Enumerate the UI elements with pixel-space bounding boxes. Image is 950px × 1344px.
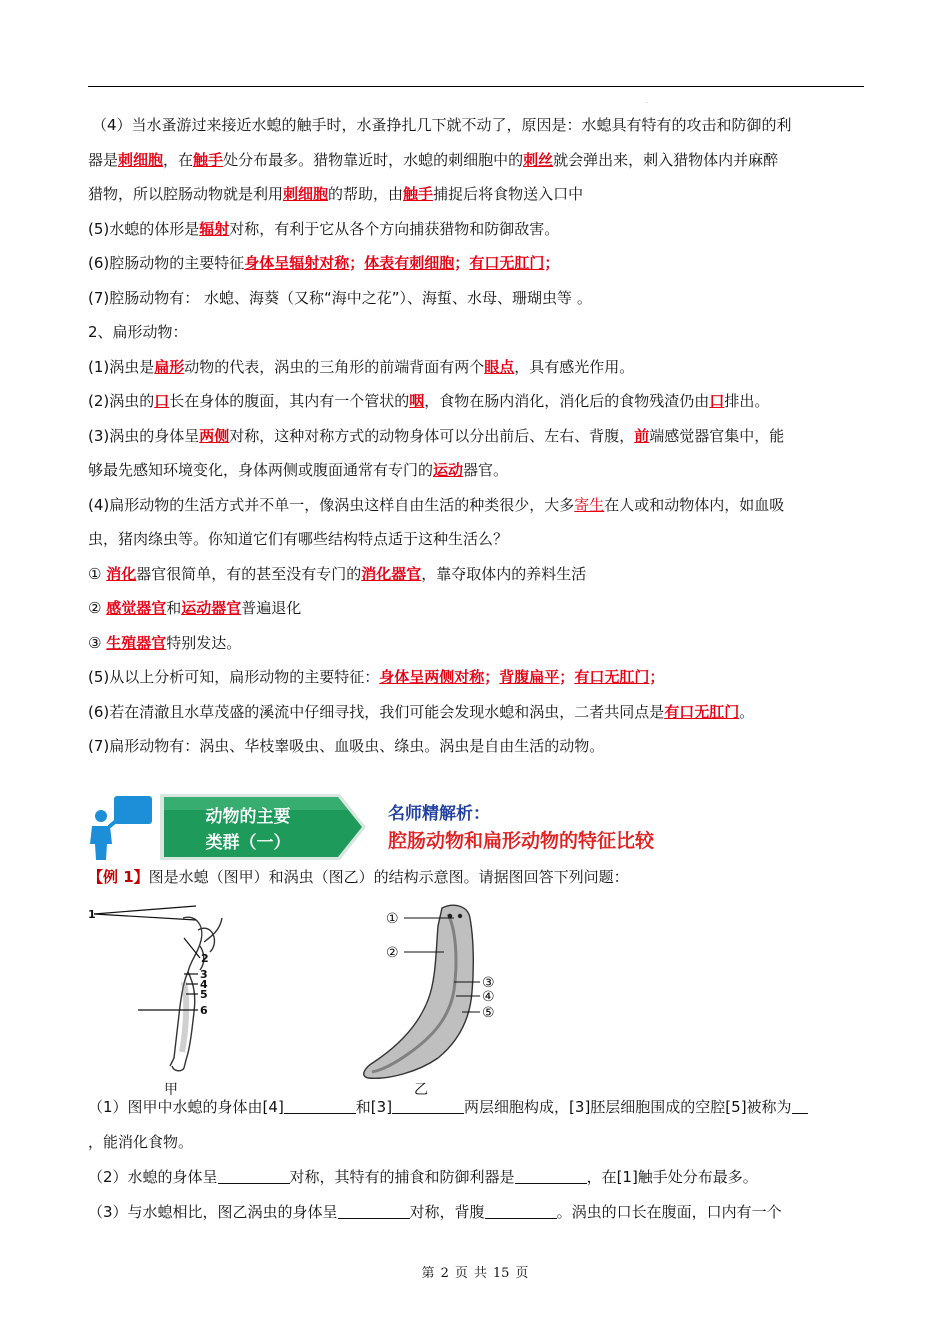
flatworm-3-line1: (3)涡虫的身体呈两侧对称，这种对称方式的动物身体可以分出前后、左右、背腹，前端感觉器官集中，能 (88, 426, 785, 445)
answer-text: 刺细胞 (283, 185, 329, 203)
header-dot: . (646, 98, 648, 105)
paragraph-4-line2: 器是刺细胞，在触手处分布最多。猎物靠近时，水螅的刺细胞中的刺丝就会弹出来，刺入猎物体内并麻醉 (88, 150, 779, 169)
answer-text: 运动器官 (181, 599, 242, 617)
answer-text: 有口无肛门 (664, 702, 740, 721)
planarian-label-4: ④ (482, 989, 495, 1005)
figure-a-caption: 甲 (164, 1082, 178, 1098)
answer-text: 身体呈辐射对称 (244, 254, 350, 272)
answer-text: 有口无肛门 (469, 254, 545, 272)
blank (392, 1097, 464, 1114)
planarian-label-2: ② (386, 945, 399, 961)
figures (88, 900, 608, 1100)
header-rule (88, 86, 864, 87)
page-footer: 第 2 页 共 15 页 (421, 1266, 529, 1281)
paragraph-7: (7)腔肠动物有： 水螅、海葵（又称“海中之花”）、海蜇、水母、珊瑚虫等 。 (88, 288, 592, 307)
circle-item-2: ② 感觉器官和运动器官普遍退化 (88, 599, 302, 617)
answer-text: 消化器官 (361, 564, 422, 583)
answer-text: 触手 (193, 150, 224, 169)
answer-text: 咽 (409, 392, 425, 410)
answer-text: 感觉器官 (106, 599, 167, 617)
blank (338, 1202, 410, 1219)
example-tag: 【例 1】 (88, 868, 149, 886)
section-heading: 2、扁形动物： (88, 323, 188, 341)
hydra-label-1: 1 (88, 908, 96, 921)
teacher-icon (90, 796, 152, 860)
question-2: （2）水螅的身体呈 对称，其特有的捕食和防御利器是 ，在[1]触手处分布最多。 (88, 1168, 758, 1186)
answer-text: 刺丝 (523, 150, 554, 169)
answer-text: 辐射 (199, 219, 230, 238)
hydra-label-5: 5 (200, 988, 208, 1001)
paragraph-4-line1: （4）当水蚤游过来接近水螅的触手时，水蚤挣扎几下就不动了，原因是：水螅具有特有的攻击和防御的利 (92, 116, 792, 134)
answer-text: 眼点 (484, 357, 515, 376)
hydra-label-3: 3 (200, 968, 208, 981)
blank (792, 1097, 808, 1114)
blank (485, 1202, 557, 1219)
answer-text: 口 (709, 392, 725, 410)
flatworm-4-line1: (4)扁形动物的生活方式并不单一，像涡虫这样自由生活的种类很少，大多寄生在人或和动物体内，如血吸 (88, 495, 785, 514)
hydra-label-2: 2 (201, 952, 209, 965)
example-line (88, 866, 629, 887)
banner-box-line2: 类群（一） (205, 833, 291, 853)
answer-text: 背腹扁平 (499, 668, 560, 686)
paragraph-4-line3: 猎物，所以腔肠动物就是利用刺细胞的帮助，由触手捕捉后将食物送入口中 (88, 185, 584, 203)
planarian-label-3: ③ (482, 975, 495, 991)
flatworm-4-line2: 虫，猪肉绦虫等。你知道它们有哪些结构特点适于这种生活么？ (88, 530, 509, 548)
document-body (88, 108, 864, 764)
hydra-label-6: 6 (200, 1004, 208, 1017)
answer-text: 刺细胞 (118, 150, 164, 169)
figure-b-caption: 乙 (414, 1082, 428, 1098)
answer-text: 前 (634, 426, 650, 445)
flatworm-6: (6)若在清澈且水草茂盛的溪流中仔细寻找，我们可能会发现水螅和涡虫，二者共同点是有口无肛门。 (88, 702, 755, 721)
questions (88, 1090, 864, 1230)
blank (515, 1167, 587, 1184)
answer-text: 触手 (403, 185, 434, 203)
planarian-label-1: ① (386, 911, 399, 927)
answer-text: 口 (154, 392, 170, 410)
question-1-line2: ，能消化食物。 (88, 1133, 194, 1151)
paragraph-5: (5)水螅的体形是辐射对称，有利于它从各个方向捕获猎物和防御敌害。 (88, 219, 560, 238)
answer-text: 扁形 (154, 357, 185, 376)
banner-box-line1: 动物的主要 (205, 807, 291, 827)
answer-text: 寄生 (574, 495, 605, 514)
flatworm-7: (7)扁形动物有：涡虫、华枝睾吸虫、血吸虫、绦虫。涡虫是自由生活的动物。 (88, 737, 605, 755)
answer-text: 生殖器官 (106, 633, 167, 652)
answer-text: 两侧 (199, 426, 230, 445)
answer-text: 消化 (106, 564, 137, 583)
blank (218, 1167, 290, 1184)
flatworm-2: (2)涡虫的口长在身体的腹面，其内有一个管状的咽，食物在肠内消化，消化后的食物残渣仍由口排出。 (88, 392, 770, 410)
planarian-label-5: ⑤ (482, 1005, 495, 1021)
circle-item-3: ③ 生殖器官特别发达。 (88, 633, 242, 652)
circle-item-1: ① 消化器官很简单，有的甚至没有专门的消化器官，靠夺取体内的养料生活 (88, 564, 587, 583)
hydra-label-4: 4 (200, 978, 208, 991)
flatworm-3-line2: 够最先感知环境变化，身体两侧或腹面通常有专门的运动器官。 (88, 461, 509, 479)
banner-title1: 名师精解析： (388, 804, 490, 824)
blank (284, 1097, 356, 1114)
banner-title2: 腔肠动物和扁形动物的特征比较 (388, 830, 655, 852)
answer-text: 身体呈两侧对称 (379, 668, 485, 686)
section-banner (88, 792, 864, 862)
planarian-diagram (364, 905, 474, 1078)
flatworm-5: (5)从以上分析可知，扁形动物的主要特征：身体呈两侧对称；背腹扁平；有口无肛门； (88, 668, 665, 686)
question-3: （3）与水螅相比，图乙涡虫的身体呈 对称，背腹 。涡虫的口长在腹面，口内有一个 (88, 1203, 782, 1221)
example-text: 图是水螅（图甲）和涡虫（图乙）的结构示意图。请据图回答下列问题： (148, 868, 629, 886)
flatworm-1: (1)涡虫是扁形动物的代表，涡虫的三角形的前端背面有两个眼点，具有感光作用。 (88, 357, 635, 376)
answer-text: 运动 (433, 461, 464, 479)
question-1-line1: （1）图甲中水螅的身体由[4] 和[3] 两层细胞构成，[3]胚层细胞围成的空腔[5]被称为 (88, 1090, 864, 1125)
page-number: 2 (440, 1266, 449, 1281)
paragraph-6: (6)腔肠动物的主要特征身体呈辐射对称；体表有刺细胞；有口无肛门； (88, 254, 560, 272)
page-total: 15 (492, 1266, 510, 1281)
answer-text: 有口无肛门 (574, 668, 650, 686)
answer-text: 体表有刺细胞 (364, 254, 455, 272)
